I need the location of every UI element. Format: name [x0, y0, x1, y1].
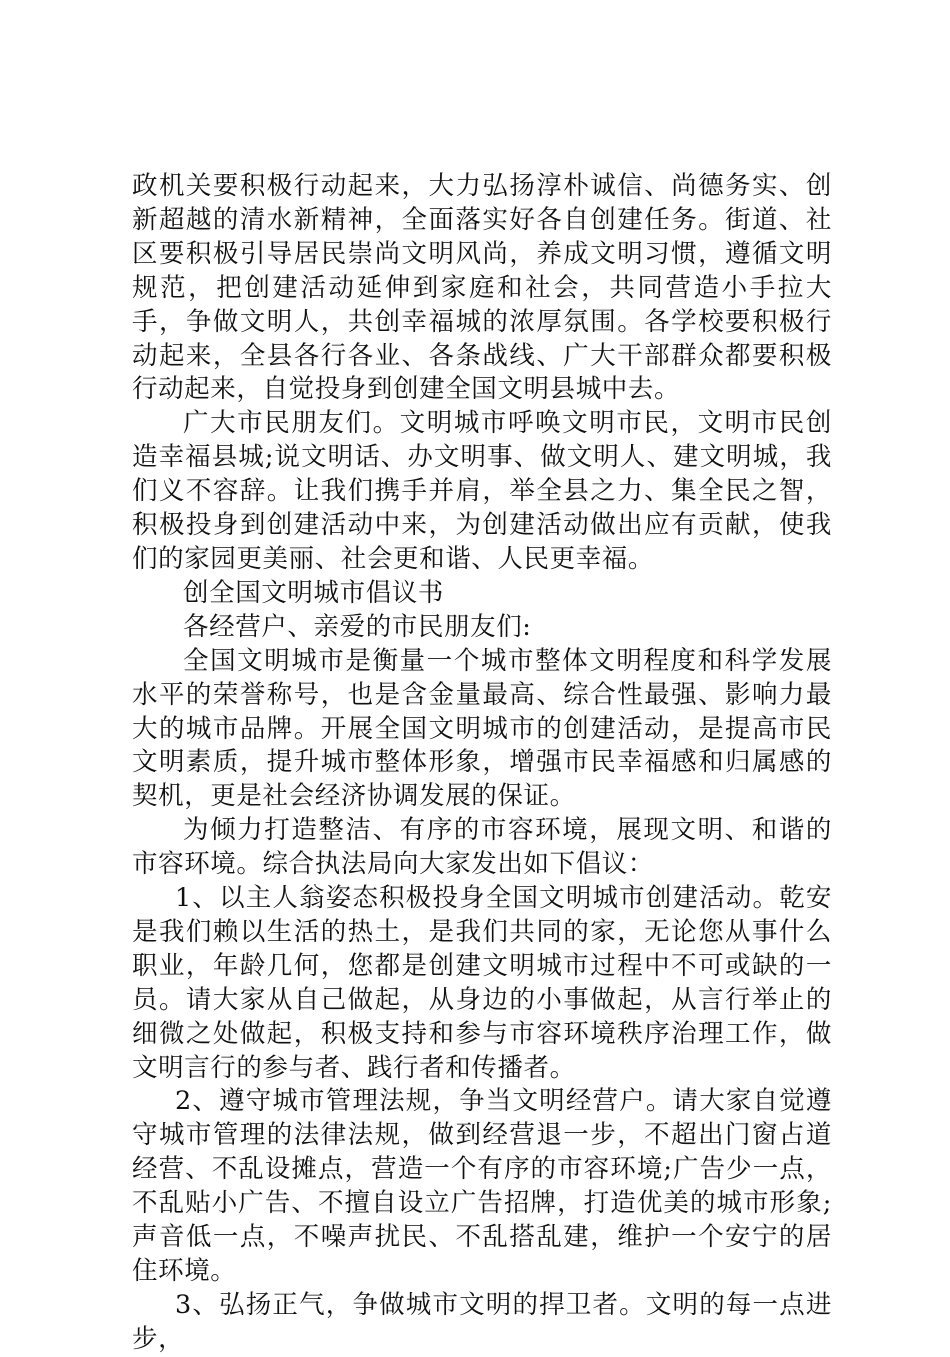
paragraph-continuation: 政机关要积极行动起来，大力弘扬淳朴诚信、尚德务实、创新超越的清水新精神，全面落实好各自创建任务。街道、社区要积极引导居民崇尚文明风尚，养成文明习惯，遵循文明规范，把创建活动延伸到家庭和社会，共同营造小手拉大手，争做文明人，共创幸福城的浓厚氛围。各学校要积极行动起来，全县各行各业、各条战线、广大干部群众都要积极行动起来，自觉投身到创建全国文明县城中去。: [132, 171, 832, 405]
paragraph-introduction: 全国文明城市是衡量一个城市整体文明程度和科学发展水平的荣誉称号，也是含金量最高、综合性最强、影响力最大的城市品牌。开展全国文明城市的创建活动，是提高市民文明素质，提升城市整体形象，增强市民幸福感和归属感的契机，更是社会经济协调发展的保证。: [132, 645, 832, 812]
paragraph-item-3: 3、弘扬正气，争做城市文明的捍卫者。文明的每一点进步，: [132, 1289, 832, 1354]
paragraph-proposal-lead: 为倾力打造整洁、有序的市容环境，展现文明、和谐的市容环境。综合执法局向大家发出如下倡议：: [132, 815, 832, 880]
salutation: 各经营户、亲爱的市民朋友们:: [183, 611, 532, 642]
document-title: 创全国文明城市倡议书: [183, 577, 445, 608]
paragraph-item-1: 1、以主人翁姿态积极投身全国文明城市创建活动。乾安是我们赖以生活的热土，是我们共同的家，无论您从事什么职业，年龄几何，您都是创建文明城市过程中不可或缺的一员。请大家从自己做起，从身边的小事做起，从言行举止的细微之处做起，积极支持和参与市容环境秩序治理工作，做文明言行的参与者、践行者和传播者。: [132, 883, 832, 1083]
document-body: [132, 170, 832, 1357]
paragraph-citizens-appeal: 广大市民朋友们。文明城市呼唤文明市民，文明市民创造幸福县城;说文明话、办文明事、做文明人、建文明城，我们义不容辞。让我们携手并肩，举全县之力、集全民之智，积极投身到创建活动中来，为创建活动做出应有贡献，使我们的家园更美丽、社会更和谐、人民更幸福。: [132, 408, 832, 574]
paragraph-item-2: 2、遵守城市管理法规，争当文明经营户。请大家自觉遵守城市管理的法律法规，做到经营退一步，不超出门窗占道经营、不乱设摊点，营造一个有序的市容环境;广告少一点，不乱贴小广告、不擅自设立广告招牌，打造优美的城市形象;声音低一点，不噪声扰民、不乱搭乱建，维护一个安宁的居住环境。: [132, 1086, 832, 1286]
